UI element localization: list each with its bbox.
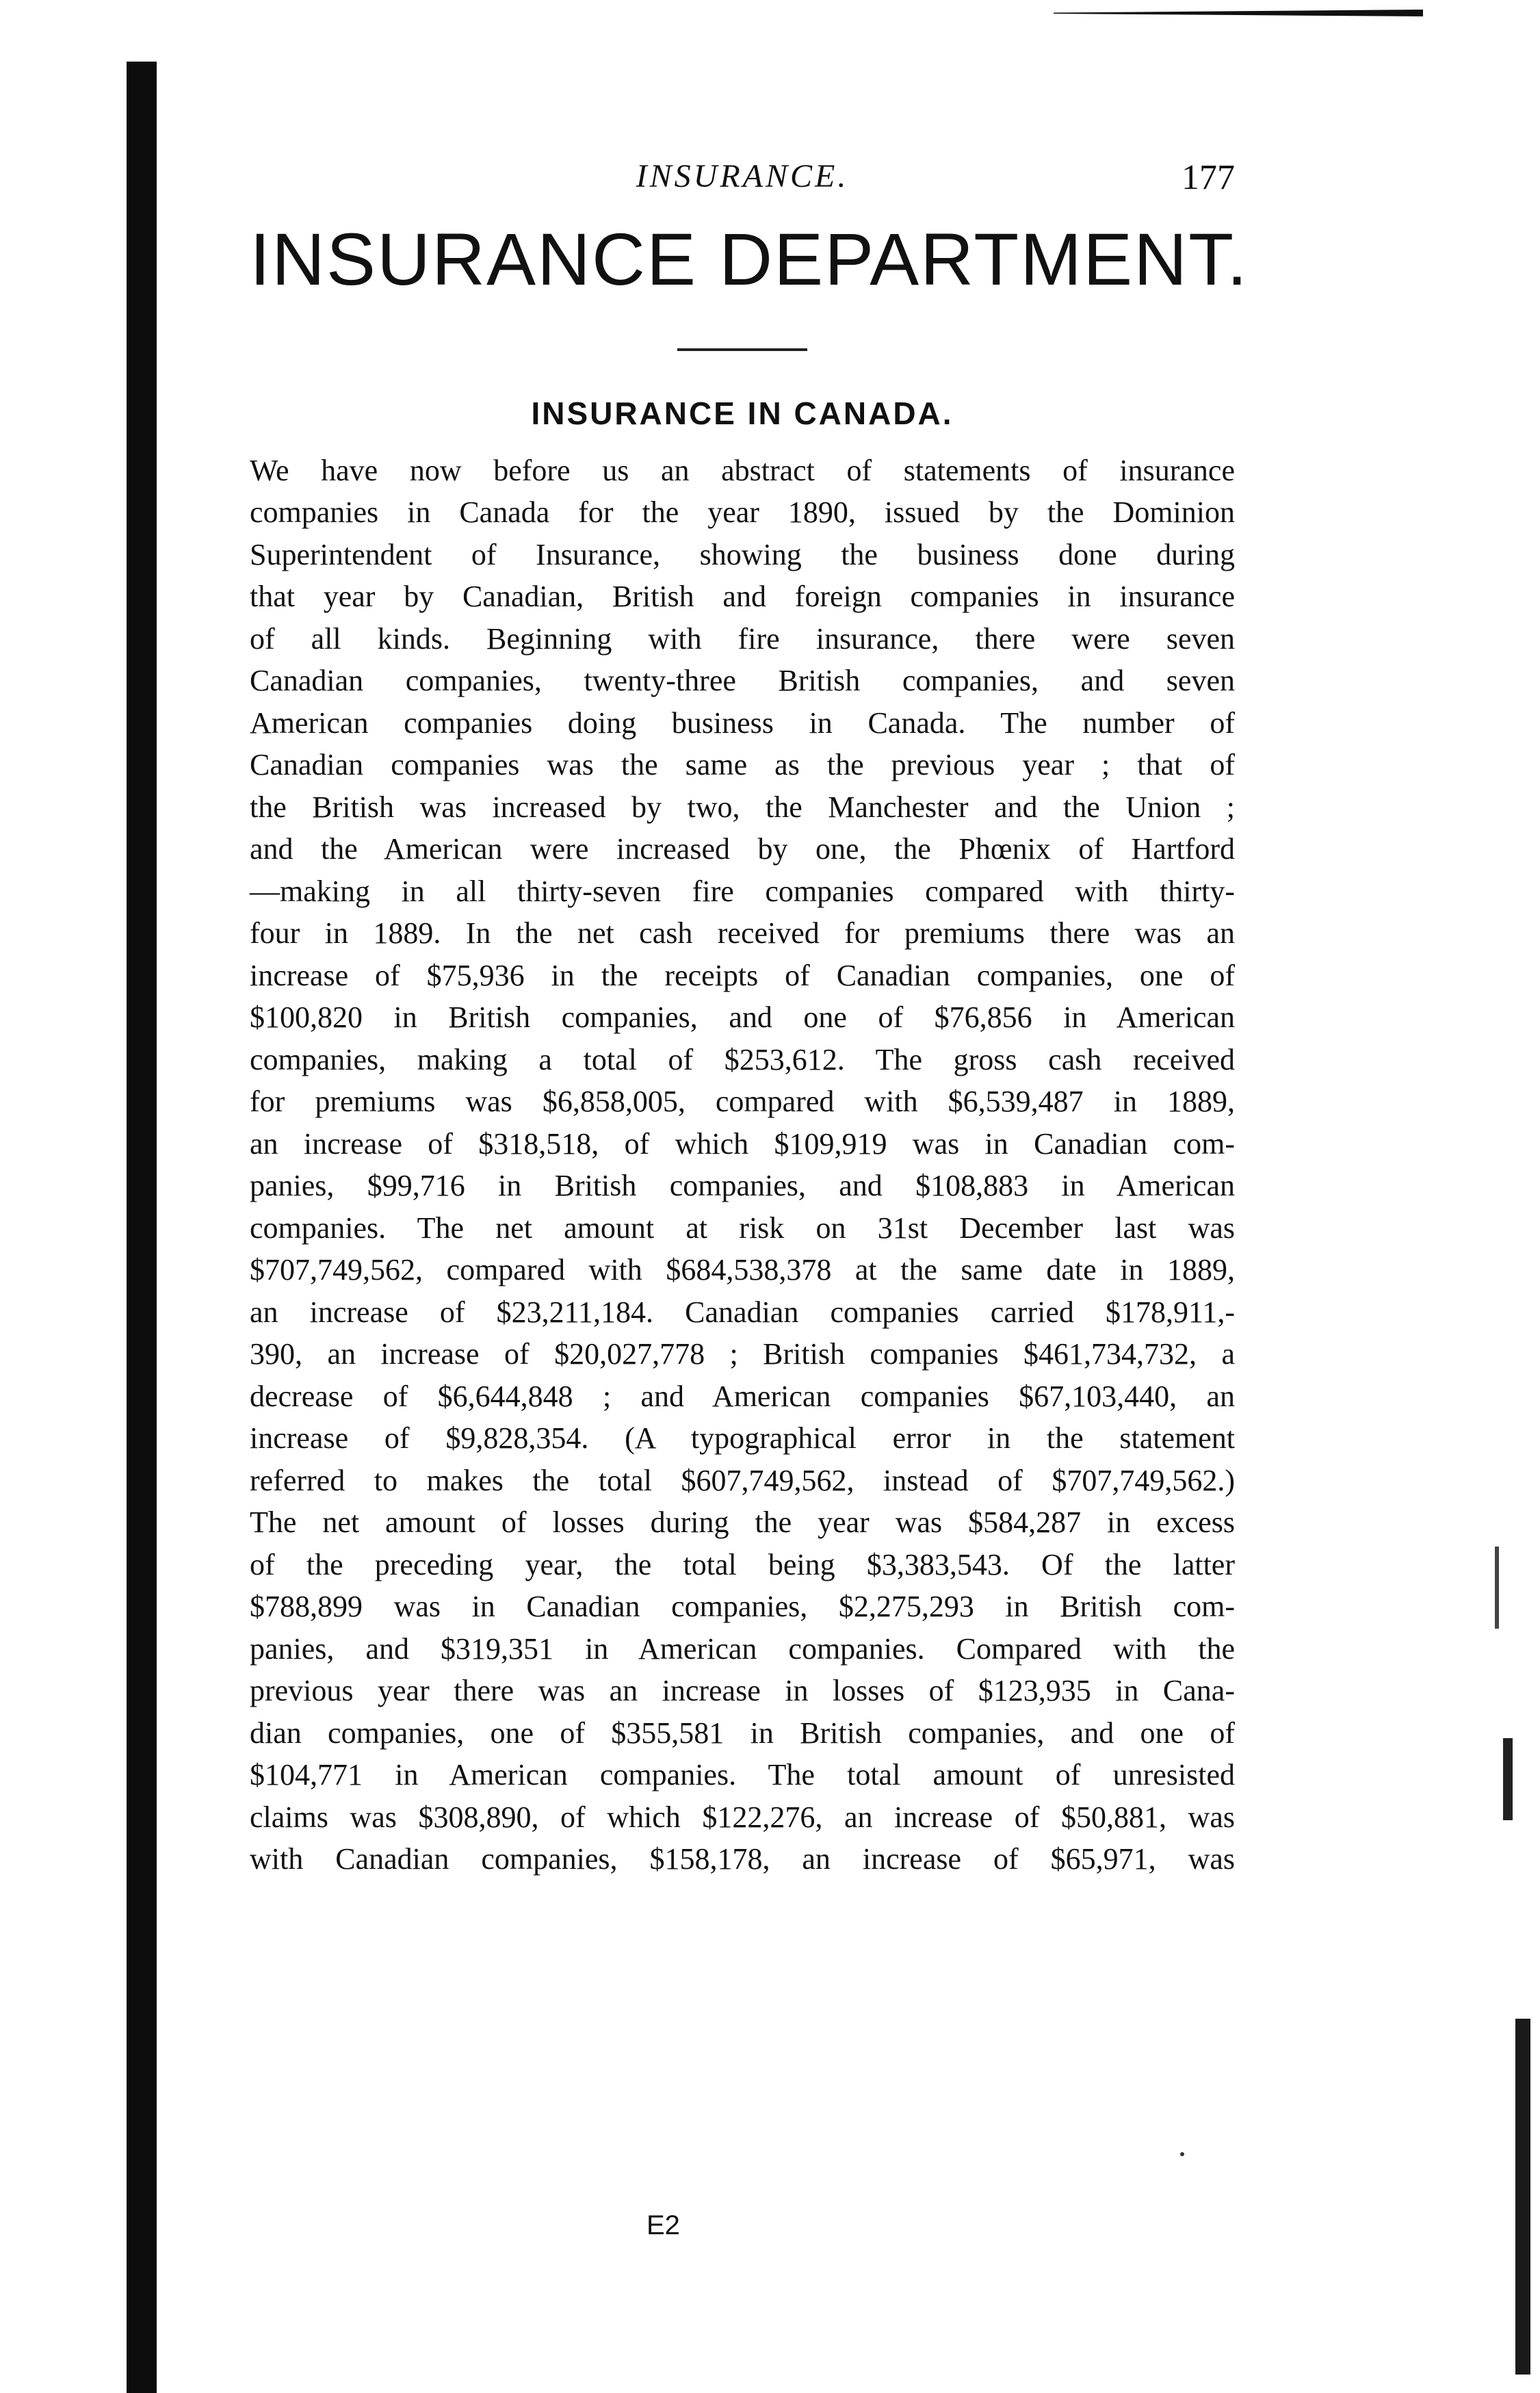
body-line: companies in Canada for the year 1890, issued by the Dominion (250, 495, 1235, 530)
body-line: Superintendent of Insurance, showing the business done during (250, 537, 1235, 571)
body-line: $788,899 was in Canadian companies, $2,275,293 in British com- (250, 1590, 1235, 1624)
body-paragraph (250, 450, 1235, 1880)
body-line: $104,771 in American companies. The total amount of unresisted (250, 1758, 1235, 1792)
body-line: panies, and $319,351 in American companies. Compared with the (250, 1631, 1235, 1666)
binding-edge (127, 62, 157, 2393)
body-line: The net amount of losses during the year was $584,287 in excess (250, 1505, 1235, 1540)
body-line: referred to makes the total $607,749,562, instead of $707,749,562.) (250, 1463, 1235, 1497)
body-line: 390, an increase of $20,027,778 ; British companies $461,734,732, a (250, 1337, 1235, 1371)
body-line: increase of $75,936 in the receipts of Canadian companies, one of (250, 958, 1235, 992)
title-rule (677, 348, 807, 351)
page (250, 157, 1249, 1880)
scan-edge-mark (1503, 1738, 1513, 1820)
signature-mark: E2 (647, 2210, 680, 2240)
page-number: 177 (1182, 158, 1235, 197)
body-line: an increase of $318,518, of which $109,919 was in Canadian com- (250, 1126, 1235, 1161)
body-line: with Canadian companies, $158,178, an increase of $65,971, was (250, 1842, 1235, 1876)
top-scan-rule (1054, 10, 1423, 16)
running-title: INSURANCE. (636, 158, 849, 194)
scan-edge-mark (1515, 2019, 1530, 2375)
body-line: —making in all thirty-seven fire companies compared with thirty- (250, 874, 1235, 908)
body-line: of all kinds. Beginning with fire insurance, there were seven (250, 621, 1235, 656)
body-line: of the preceding year, the total being $3,383,543. Of the latter (250, 1547, 1235, 1581)
body-line: increase of $9,828,354. (A typographical error in the statement (250, 1421, 1235, 1456)
body-line: dian companies, one of $355,581 in British companies, and one of (250, 1716, 1235, 1750)
scan-speck (1180, 2152, 1184, 2156)
section-title: INSURANCE IN CANADA. (531, 395, 954, 431)
body-line: that year by Canadian, British and foreign companies in insurance (250, 580, 1235, 614)
body-line: companies. The net amount at risk on 31st December last was (250, 1211, 1235, 1245)
body-line: decrease of $6,644,848 ; and American companies $67,103,440, an (250, 1379, 1235, 1413)
body-line: $100,820 in British companies, and one of $76,856 in American (250, 1000, 1235, 1035)
body-line: Canadian companies was the same as the previous year ; that of (250, 748, 1235, 782)
scan-edge-mark (1495, 1547, 1499, 1629)
body-line: American companies doing business in Canada. The number of (250, 706, 1235, 740)
body-line: and the American were increased by one, the Phœnix of Hartford (250, 832, 1235, 866)
body-line: Canadian companies, twenty-three British companies, and seven (250, 664, 1235, 698)
body-line: claims was $308,890, of which $122,276, an increase of $50,881, was (250, 1800, 1235, 1834)
running-head (250, 157, 1235, 219)
body-line: four in 1889. In the net cash received for premiums there was an (250, 916, 1235, 950)
body-line: previous year there was an increase in losses of $123,935 in Cana- (250, 1674, 1235, 1708)
body-line: companies, making a total of $253,612. The gross cash received (250, 1042, 1235, 1076)
main-title: INSURANCE DEPARTMENT. (250, 218, 1249, 300)
body-line: $707,749,562, compared with $684,538,378 at the same date in 1889, (250, 1253, 1235, 1287)
body-line: the British was increased by two, the Manchester and the Union ; (250, 790, 1235, 824)
body-line: We have now before us an abstract of statements of insurance (250, 453, 1235, 487)
body-line: panies, $99,716 in British companies, and $108,883 in American (250, 1169, 1235, 1203)
body-line: an increase of $23,211,184. Canadian companies carried $178,911,- (250, 1295, 1235, 1329)
body-line: for premiums was $6,858,005, compared with $6,539,487 in 1889, (250, 1085, 1235, 1119)
